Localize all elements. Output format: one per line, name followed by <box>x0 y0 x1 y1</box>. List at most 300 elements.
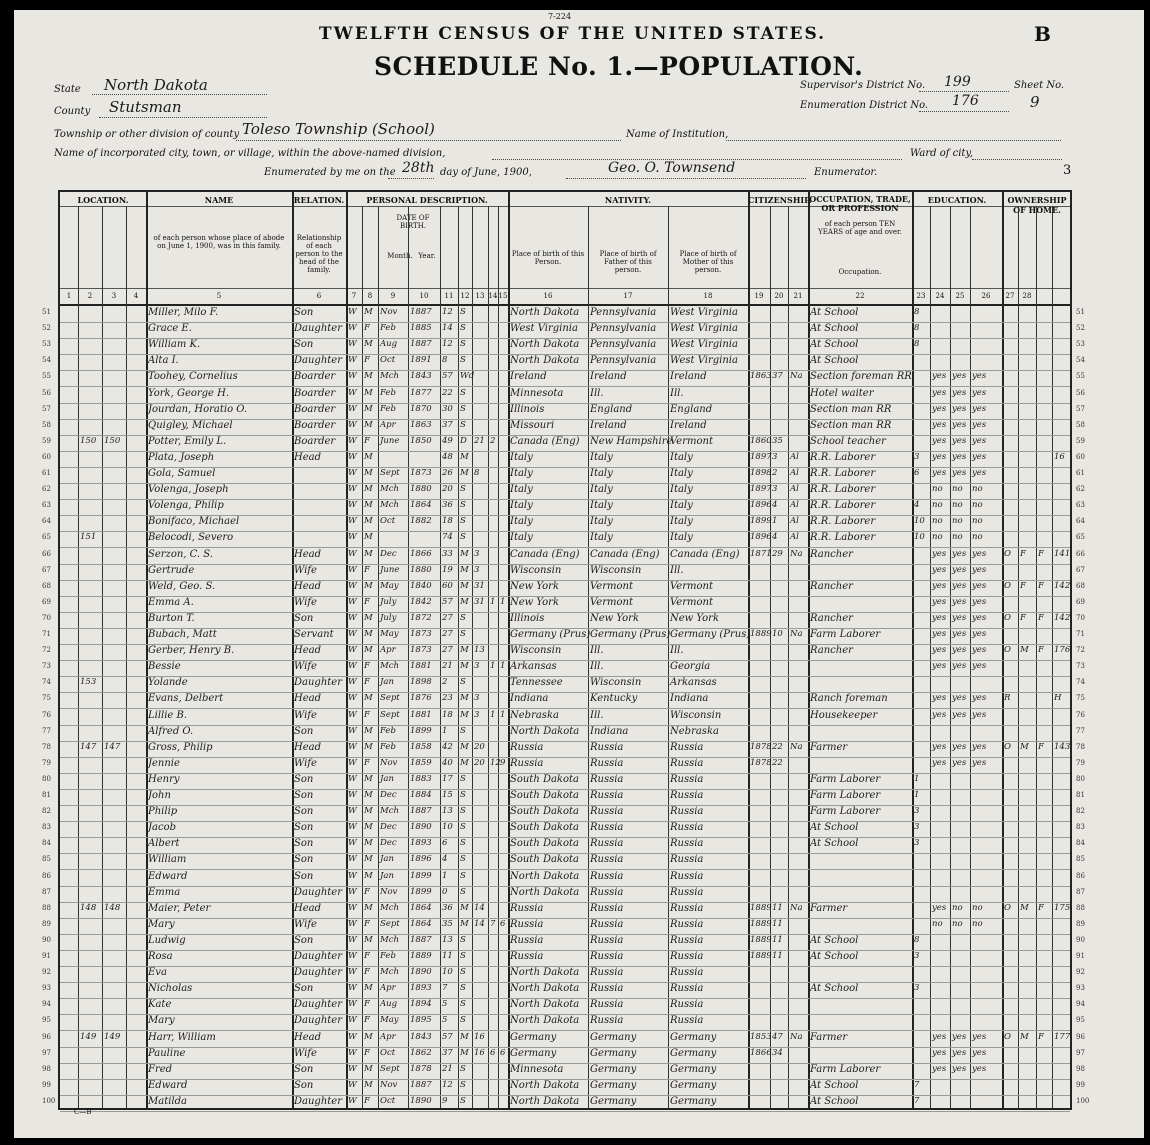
line-number: 92 <box>42 968 51 977</box>
cell-mpob: Ireland <box>670 371 707 383</box>
column-number: 15 <box>498 292 508 300</box>
cell-mpob: Germany <box>670 1047 717 1059</box>
cell-pob: Italy <box>510 451 533 463</box>
cell-occ: At School <box>810 1079 859 1091</box>
cell-yr: 1890 <box>410 822 432 833</box>
column-number: 24 <box>935 292 945 300</box>
cell-yr: 1894 <box>410 999 432 1010</box>
cell-rel: Son <box>294 773 314 785</box>
table-row <box>60 354 1070 371</box>
cell-sex: M <box>364 451 373 462</box>
cell-nat: Na <box>790 371 803 382</box>
cell-name: John <box>148 790 171 801</box>
table-row <box>60 387 1070 404</box>
line-number: 62 <box>42 485 51 494</box>
cell-pob: Italy <box>510 484 533 496</box>
cell-age: 4 <box>442 854 448 865</box>
cell-imm: 1896 <box>750 500 772 511</box>
cell-mo: 4 <box>914 500 920 511</box>
cell-mpob: Italy <box>670 451 693 463</box>
cell-age: 12 <box>442 307 453 317</box>
cell-sex: M <box>364 307 373 317</box>
column-number: 4 <box>133 292 139 300</box>
cell-sex: M <box>364 645 373 656</box>
line-number: 93 <box>42 984 51 993</box>
cell-age: 1 <box>442 870 448 881</box>
cell-age: 5 <box>442 1015 448 1026</box>
cell-mon: June <box>380 564 400 575</box>
cell-mon: Mch <box>380 371 399 382</box>
cell-occ: R.R. Laborer <box>810 516 876 528</box>
column-number: 27 <box>1005 292 1015 300</box>
cell-e: yes <box>972 1031 987 1042</box>
cell-r: yes <box>932 612 947 623</box>
line-number: 78 <box>1076 742 1085 751</box>
cell-age: 13 <box>442 934 453 945</box>
cell-pob: Germany <box>510 1031 557 1043</box>
cell-col: W <box>348 870 357 881</box>
cell-occ: Section man RR <box>810 403 892 415</box>
cell-name: Fred <box>148 1063 173 1075</box>
cell-mar: S <box>460 307 466 317</box>
sheet-letter: B <box>1034 22 1051 46</box>
cell-sex: M <box>364 468 373 478</box>
cell-col: W <box>348 307 357 317</box>
cell-sex: M <box>364 870 373 881</box>
cell-pob: North Dakota <box>510 1095 580 1107</box>
cell-mon: Feb <box>380 323 396 334</box>
cell-mar: S <box>460 419 466 430</box>
line-number: 99 <box>1076 1080 1085 1089</box>
line-number: 75 <box>1076 694 1085 703</box>
cell-age: 14 <box>442 323 453 334</box>
cell-sex: M <box>364 1031 373 1042</box>
cell-sex: M <box>364 548 373 559</box>
cell-age: 36 <box>442 902 453 913</box>
cell-age: 26 <box>442 468 453 478</box>
cell-pob: Russia <box>510 934 544 946</box>
cell-mo: 10 <box>914 532 925 543</box>
cell-name: Henry <box>148 773 180 785</box>
cell-sex: F <box>364 355 370 366</box>
cell-fpob: Ill. <box>590 709 604 721</box>
cell-yr: 1884 <box>410 790 432 800</box>
cell-ff: F <box>1038 902 1044 913</box>
cell-age: 9 <box>442 1095 448 1106</box>
cell-mon: May <box>380 629 399 639</box>
cell-mpob: Germany <box>670 1031 717 1043</box>
line-number: 60 <box>42 452 51 461</box>
cell-mon: Aug <box>380 339 398 350</box>
table-row <box>60 741 1070 758</box>
line-number: 73 <box>42 662 51 671</box>
column-number: 1 <box>66 292 72 300</box>
line-number: 86 <box>42 871 51 880</box>
cell-imm: 1878 <box>750 741 772 752</box>
cell-yrs: 20 <box>474 757 485 768</box>
cell-mon: Oct <box>380 1047 396 1058</box>
cell-sex: M <box>364 419 373 430</box>
cell-yr: 1895 <box>410 1015 432 1026</box>
cell-sex: F <box>364 435 370 446</box>
cell-pob: Wisconsin <box>510 645 562 657</box>
schedule-title: SCHEDULE No. 1.—POPULATION. <box>374 52 864 81</box>
cell-col: W <box>348 983 357 994</box>
table-row <box>60 998 1070 1015</box>
cell-fam: 150 <box>104 435 121 446</box>
cell-r: yes <box>932 371 947 382</box>
cell-yr: 1866 <box>410 548 432 559</box>
cell-mpob: Germany <box>670 1095 717 1107</box>
cell-mpob: Arkansas <box>670 677 717 689</box>
line-number: 66 <box>1076 549 1085 558</box>
cell-own: O <box>1004 580 1011 591</box>
cell-r: yes <box>932 693 947 704</box>
line-number: 70 <box>42 613 51 622</box>
line-number: 79 <box>1076 758 1085 767</box>
cell-own: O <box>1004 548 1011 559</box>
cell-w: yes <box>952 419 967 430</box>
cell-col: W <box>348 838 357 849</box>
cell-us: 22 <box>772 741 783 752</box>
line-number: 67 <box>42 565 51 574</box>
line-number: 56 <box>1076 388 1085 397</box>
cell-occ: School teacher <box>810 435 886 447</box>
cell-name: Pauline <box>148 1047 186 1059</box>
cell-w: yes <box>952 612 967 623</box>
cell-e: no <box>972 918 983 929</box>
cell-own: R <box>1004 693 1011 704</box>
cell-mar: S <box>460 1095 466 1106</box>
cell-mpob: Russia <box>670 999 704 1011</box>
cell-nat: Na <box>790 548 803 559</box>
line-number: 57 <box>1076 404 1085 413</box>
column-number: 25 <box>955 292 965 300</box>
group-location: LOCATION. <box>77 195 129 205</box>
cell-w: yes <box>952 548 967 559</box>
cell-e: yes <box>972 741 987 752</box>
line-number: 100 <box>1076 1096 1090 1105</box>
line-number: 59 <box>42 436 51 445</box>
cell-pob: North Dakota <box>510 355 580 367</box>
cell-col: W <box>348 580 357 591</box>
cell-yr: 1859 <box>410 757 432 768</box>
column-number: 14 <box>488 292 498 300</box>
cell-mar: S <box>460 854 466 865</box>
cell-occ: At School <box>810 838 859 850</box>
enumeration-value: 176 <box>952 93 979 109</box>
cell-sex: M <box>364 516 373 527</box>
cell-col: W <box>348 677 357 688</box>
cell-dw: 149 <box>80 1031 97 1042</box>
cell-mpob: Indiana <box>670 693 709 705</box>
cell-pob: North Dakota <box>510 1079 580 1091</box>
cell-w: yes <box>952 1047 967 1058</box>
line-number: 51 <box>42 308 51 316</box>
cell-mpob: Italy <box>670 484 693 496</box>
cell-us: 3 <box>772 451 778 462</box>
cell-pob: Canada (Eng) <box>510 548 580 560</box>
line-number: 70 <box>1076 613 1085 622</box>
cell-hf: 142 <box>1054 612 1071 623</box>
cell-us: 1 <box>772 516 778 527</box>
group-personal: PERSONAL DESCRIPTION. <box>366 195 488 205</box>
cell-imm: 1898 <box>750 468 772 478</box>
cell-mon: Dec <box>380 822 397 833</box>
ward-label: Ward of city, <box>910 148 973 159</box>
cell-occ: Rancher <box>810 612 853 624</box>
cell-col: W <box>348 1095 357 1106</box>
cell-yrs: 31 <box>474 596 485 607</box>
cell-age: 8 <box>442 355 448 366</box>
cell-rel: Boarder <box>294 387 336 399</box>
cell-rel: Head <box>294 693 322 705</box>
line-number: 61 <box>1076 469 1085 477</box>
cell-mar: S <box>460 886 466 897</box>
cell-mpob: Italy <box>670 532 693 544</box>
cell-r: no <box>932 484 943 495</box>
cell-occ: At School <box>810 983 859 995</box>
cell-col: W <box>348 629 357 639</box>
line-number: 100 <box>42 1096 56 1105</box>
cell-mo: 8 <box>914 323 920 334</box>
cell-pob: Italy <box>510 516 533 528</box>
line-number: 84 <box>1076 839 1085 848</box>
cell-us: 34 <box>772 1047 783 1058</box>
cell-yr: 1877 <box>410 387 432 398</box>
cell-fpob: Pennsylvania <box>590 323 657 335</box>
cell-col: W <box>348 934 357 945</box>
cell-ff: F <box>1038 1031 1044 1042</box>
cell-r: yes <box>932 468 947 478</box>
cell-mpob: Germany <box>670 1063 717 1075</box>
group-citizenship: CITIZENSHIP. <box>748 195 812 205</box>
cell-hf: 177 <box>1054 1031 1071 1042</box>
cell-age: 60 <box>442 580 453 591</box>
cell-sex: M <box>364 629 373 639</box>
cell-mpob: New York <box>670 612 719 624</box>
nativity-mother-head: Place of birth of Mother of this person. <box>679 250 737 274</box>
cell-sex: F <box>364 918 370 929</box>
cell-w: yes <box>952 371 967 382</box>
line-number: 64 <box>42 517 51 526</box>
cell-mar: S <box>460 500 466 511</box>
cell-rel: Head <box>294 902 322 914</box>
cell-pob: Italy <box>510 500 533 512</box>
line-number: 96 <box>1076 1032 1085 1041</box>
cell-mon: May <box>380 1015 399 1026</box>
cell-fpob: Germany (Prus) <box>590 629 671 640</box>
table-row <box>60 403 1070 420</box>
cell-occ: Section foreman RR <box>810 371 912 383</box>
cell-rel: Daughter <box>294 999 342 1011</box>
cell-nat: Al <box>790 516 799 527</box>
cell-r: yes <box>932 419 947 430</box>
table-row <box>60 692 1070 709</box>
cell-pob: Russia <box>510 951 544 962</box>
cell-sex: F <box>364 967 370 978</box>
cell-rel: Wife <box>294 1047 317 1059</box>
cell-e: yes <box>972 693 987 704</box>
column-number: 26 <box>981 292 991 300</box>
cell-name: Alfred O. <box>148 725 194 737</box>
cell-sex: F <box>364 886 370 897</box>
cell-name: York, George H. <box>148 387 230 399</box>
cell-yr: 1864 <box>410 918 432 929</box>
cell-col: W <box>348 532 357 543</box>
cell-ff: F <box>1038 645 1044 656</box>
cell-mon: Jan <box>380 870 394 881</box>
table-row <box>60 644 1070 661</box>
cell-yr: 1893 <box>410 983 432 994</box>
cell-r: yes <box>932 451 947 462</box>
cell-age: 48 <box>442 451 453 462</box>
cell-sex: M <box>364 806 373 817</box>
cell-mar: D <box>460 435 467 446</box>
cell-fpob: Russia <box>590 838 624 850</box>
group-education: EDUCATION. <box>927 195 987 205</box>
cell-rel: Boarder <box>294 435 336 447</box>
cell-mon: Dec <box>380 548 397 559</box>
cell-mpob: Germany (Prus) <box>670 629 751 640</box>
cell-name: Miller, Milo F. <box>148 307 219 318</box>
cell-e: yes <box>972 709 987 720</box>
line-number: 85 <box>42 855 51 864</box>
cell-e: yes <box>972 1063 987 1074</box>
cell-r: yes <box>932 1047 947 1058</box>
cell-age: 57 <box>442 371 453 382</box>
column-number: 11 <box>444 292 454 300</box>
cell-yr: 1878 <box>410 1063 432 1074</box>
cell-sex: M <box>364 725 373 736</box>
column-number: 7 <box>351 292 357 300</box>
cell-mon: Mch <box>380 967 399 978</box>
cell-yr: 1887 <box>410 339 432 350</box>
cell-mon: Mch <box>380 500 399 511</box>
table-row <box>60 1047 1070 1064</box>
cell-mo: 7 <box>914 1095 920 1106</box>
cell-mpob: Canada (Eng) <box>670 548 740 560</box>
table-row <box>60 837 1070 854</box>
cell-e: yes <box>972 451 987 462</box>
cell-pob: Russia <box>510 757 544 769</box>
cell-us: 11 <box>772 934 783 945</box>
cell-mpob: Georgia <box>670 661 711 673</box>
cell-mpob: Russia <box>670 757 704 769</box>
cell-occ: R.R. Laborer <box>810 468 876 479</box>
cell-rel: Daughter <box>294 323 342 335</box>
cell-w: yes <box>952 580 967 591</box>
column-number: 20 <box>774 292 784 300</box>
cell-yrs: 13 <box>474 645 485 656</box>
line-number: 80 <box>42 774 51 783</box>
cell-imm: 1889 <box>750 629 772 639</box>
cell-occ: At School <box>810 355 859 367</box>
cell-age: 12 <box>442 339 453 350</box>
cell-pob: South Dakota <box>510 773 579 785</box>
table-row <box>60 370 1070 387</box>
line-number: 52 <box>42 324 51 333</box>
cell-hf: 176 <box>1054 645 1071 656</box>
cell-col: W <box>348 902 357 913</box>
cell-rel: Wife <box>294 918 317 930</box>
cell-fpob: Italy <box>590 484 613 496</box>
group-nativity: NATIVITY. <box>604 195 652 205</box>
cell-yr: 1880 <box>410 484 432 495</box>
cell-occ: Rancher <box>810 580 853 592</box>
cell-fpob: Italy <box>590 451 613 463</box>
cell-pob: Russia <box>510 741 544 753</box>
line-number: 77 <box>1076 726 1085 735</box>
cell-mon: Dec <box>380 838 397 849</box>
line-number: 53 <box>42 340 51 349</box>
cell-mar: S <box>460 484 466 495</box>
cell-us: 4 <box>772 532 778 543</box>
cell-us: 11 <box>772 918 783 929</box>
cell-age: 10 <box>442 822 453 833</box>
cell-name: Harr, William <box>148 1031 216 1043</box>
cell-fm: F <box>1020 612 1026 623</box>
line-number: 63 <box>1076 501 1085 510</box>
table-row <box>60 451 1070 468</box>
cell-yrs: 3 <box>474 693 480 704</box>
cell-yr: 1863 <box>410 419 432 430</box>
cell-yr: 1843 <box>410 1031 432 1042</box>
cell-age: 42 <box>442 741 453 752</box>
cell-r: no <box>932 500 943 511</box>
cell-yr: 1898 <box>410 677 432 688</box>
cell-name: Belocodi, Severo <box>148 532 234 544</box>
cell-age: 2 <box>442 677 448 688</box>
cell-fam: 148 <box>104 902 121 913</box>
cell-rel: Boarder <box>294 403 336 415</box>
cell-r: yes <box>932 1063 947 1074</box>
cell-r: yes <box>932 629 947 639</box>
cell-mpob: Vermont <box>670 580 713 592</box>
table-row <box>60 338 1070 355</box>
cell-name: Burton T. <box>148 612 195 624</box>
cell-e: yes <box>972 564 987 575</box>
line-number: 90 <box>42 935 51 944</box>
cell-mar: M <box>460 757 469 768</box>
cell-mpob: Russia <box>670 918 704 930</box>
cell-pob: Germany (Prus) <box>510 629 591 640</box>
cell-sex: M <box>364 983 373 994</box>
cell-pob: North Dakota <box>510 999 580 1011</box>
table-row <box>60 950 1070 967</box>
cell-mpob: Russia <box>670 983 704 995</box>
cell-nat: Al <box>790 500 799 511</box>
cell-e: yes <box>972 419 987 430</box>
census-title: TWELFTH CENSUS OF THE UNITED STATES. <box>319 24 827 44</box>
cell-mo: 3 <box>914 838 920 849</box>
cell-name: Edward <box>148 870 188 882</box>
cell-rel: Wife <box>294 661 317 673</box>
cell-yr: 1893 <box>410 838 432 849</box>
cell-yr: 1873 <box>410 629 432 639</box>
cell-mar: M <box>460 709 469 720</box>
group-occupation: OCCUPATION, TRADE, OR PROFESSION <box>809 194 911 213</box>
cell-rel: Head <box>294 741 322 753</box>
cell-w: yes <box>952 661 967 672</box>
cell-sex: M <box>364 1079 373 1090</box>
cell-us: 47 <box>772 1031 783 1042</box>
cell-occ: Farmer <box>810 902 848 914</box>
table-row <box>60 596 1070 613</box>
column-number: 16 <box>543 292 553 300</box>
cell-fpob: Ill. <box>590 645 604 657</box>
cell-pob: Italy <box>510 532 533 544</box>
